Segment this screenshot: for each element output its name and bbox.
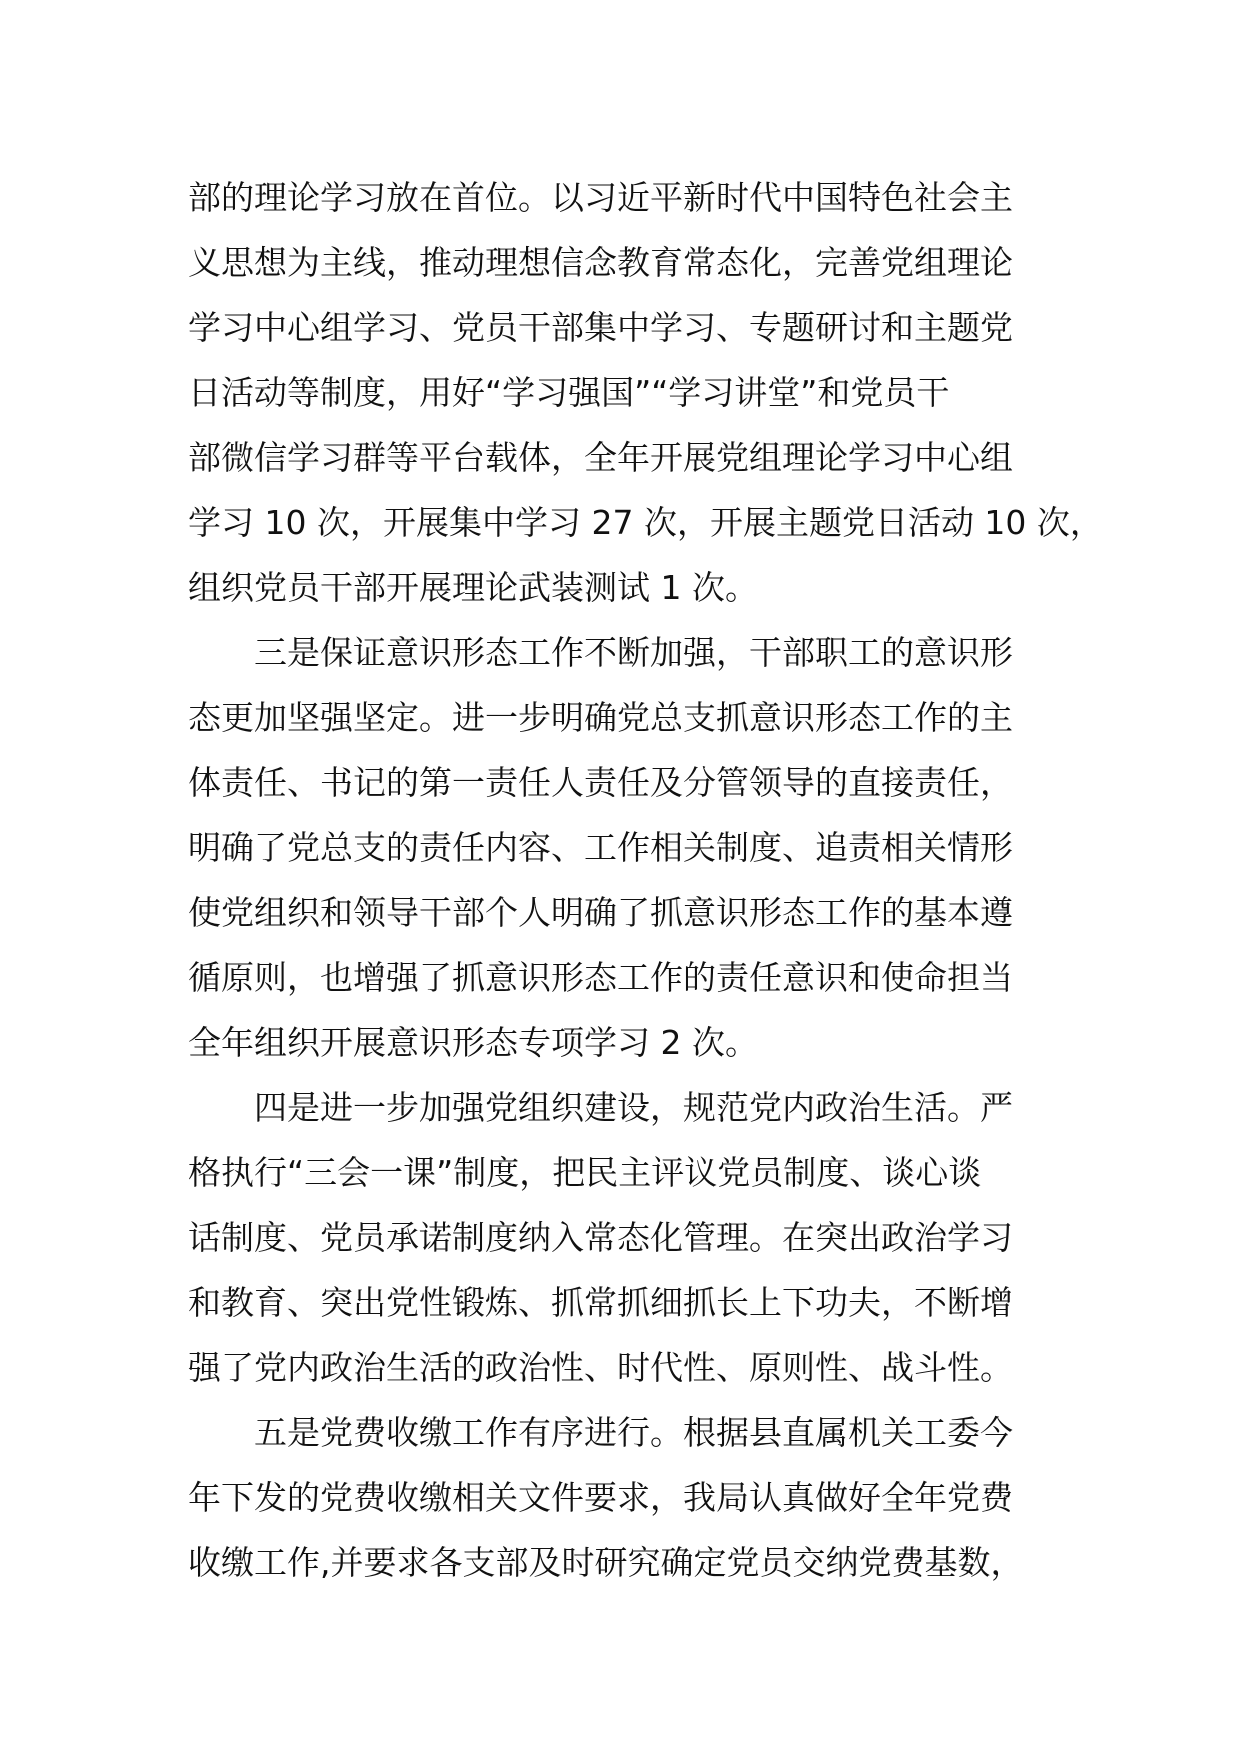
text-line: 循原则，也增强了抓意识形态工作的责任意识和使命担当 <box>188 958 1013 997</box>
text-line: 收缴工作,并要求各支部及时研究确定党员交纳党费基数， <box>188 1543 1024 1582</box>
text-line: 部微信学习群等平台载体，全年开展党组理论学习中心组 <box>188 438 1013 477</box>
text-line: 学习中心组学习、党员干部集中学习、专题研讨和主题党 <box>188 308 1013 347</box>
text-line: 日活动等制度，用好“学习强国”“学习讲堂”和党员干 <box>188 373 950 412</box>
text-line: 义思想为主线，推动理想信念教育常态化，完善党组理论 <box>188 243 1013 282</box>
text-line: 话制度、党员承诺制度纳入常态化管理。在突出政治学习 <box>188 1218 1013 1257</box>
text-line: 体责任、书记的第一责任人责任及分管领导的直接责任， <box>188 763 1013 802</box>
text-line: 年下发的党费收缴相关文件要求，我局认真做好全年党费 <box>188 1478 1013 1517</box>
text-line: 使党组织和领导干部个人明确了抓意识形态工作的基本遵 <box>188 893 1013 932</box>
text-line: 全年组织开展意识形态专项学习 2 次。 <box>188 1023 758 1062</box>
text-line: 格执行“三会一课”制度，把民主评议党员制度、谈心谈 <box>188 1153 982 1192</box>
text-line: 强了党内政治生活的政治性、时代性、原则性、战斗性。 <box>188 1348 1013 1387</box>
text-line: 和教育、突出党性锻炼、抓常抓细抓长上下功夫，不断增 <box>188 1283 1013 1322</box>
paragraph-start-line: 四是进一步加强党组织建设，规范党内政治生活。严 <box>254 1088 1013 1127</box>
text-line: 学习 10 次，开展集中学习 27 次，开展主题党日活动 10 次， <box>188 503 1103 542</box>
paragraph-start-line: 五是党费收缴工作有序进行。根据县直属机关工委今 <box>254 1413 1013 1452</box>
text-line: 态更加坚强坚定。进一步明确党总支抓意识形态工作的主 <box>188 698 1013 737</box>
paragraph-start-line: 三是保证意识形态工作不断加强，干部职工的意识形 <box>254 633 1013 672</box>
document-body <box>188 165 1103 1595</box>
text-line: 部的理论学习放在首位。以习近平新时代中国特色社会主 <box>188 178 1013 217</box>
text-line: 明确了党总支的责任内容、工作相关制度、追责相关情形 <box>188 828 1013 867</box>
text-line: 组织党员干部开展理论武装测试 1 次。 <box>188 568 758 607</box>
